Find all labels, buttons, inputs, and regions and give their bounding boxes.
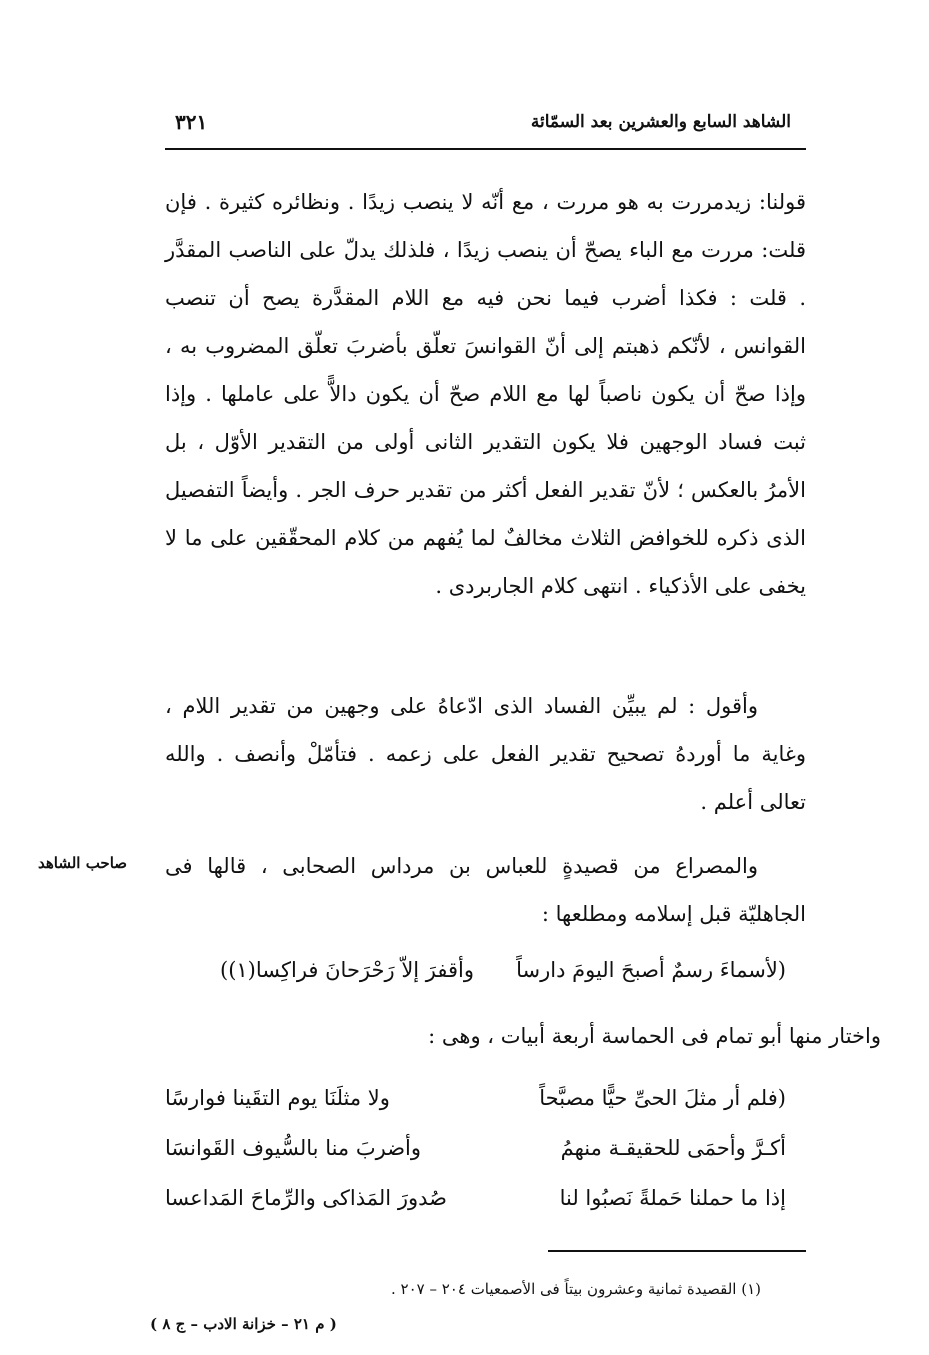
verse-2-right: أكـرَّ وأحمَى للحقيقـة منهمُ	[560, 1136, 786, 1160]
verse-3	[165, 1186, 806, 1226]
verse-3-left: صُدورَ المَذاكى والرِّماحَ المَداعسا	[165, 1186, 447, 1210]
header-rule	[165, 148, 806, 150]
opening-verse-left: وأقفرَ إلاّ رَحْرَحانَ فراكِسا(١))	[220, 958, 475, 982]
page-number: ٣٢١	[175, 110, 208, 134]
opening-verse-right: (لأسماءَ رسمٌ أصبحَ اليومَ دارساً	[516, 958, 786, 982]
verse-2-left: وأضربَ منا بالسُّيوف القَوانسَا	[165, 1136, 422, 1160]
running-title: الشاهد السابع والعشرين بعد السمّائة	[530, 112, 791, 132]
verse-3-right: إذا ما حملنا حَملةً نَصبُوا لنا	[559, 1186, 786, 1210]
signature-mark: ( م ٢١ – خزانة الادب – ج ٨ )	[150, 1315, 337, 1333]
paragraph-3: والمصراع من قصيدةٍ للعباس بن مرداس الصحابى ، قالها فى الجاهليّة قبل إسلامه ومطلعها :	[165, 854, 806, 926]
verse-1-right: (فلم أر مثلَ الحىِّ حيًّا مصبَّحاً	[539, 1086, 786, 1110]
opening-verse	[165, 958, 806, 998]
verse-1-left: ولا مثلَنَا يوم التقَينا فوارسًا	[165, 1086, 390, 1110]
margin-note: صاحب الشاهد	[38, 854, 128, 872]
paragraph-1: قولنا: زيدمررت به هو مررت ، مع أنّه لا ينصب زيدًا . ونظائره كثيرة . فإن قلت: مررت مع الباء يصحّ أن ينصب زيدًا ، فلذلك يدلّ على الناصب المقدَّر . قلت : فكذا أضرب فيما نحن فيه مع اللام المقدَّرة يصح أن تنصب القوانس ، لأنّكم ذهبتم إلى أنّ القوانسَ تعلّق بأضربَ تعلّق المضروب به ، وإذا صحّ أن يكون ناصباً لها مع اللام صحّ أن يكون دالاًّ على عاملها . وإذا ثبت فساد الوجهين فلا يكون التقدير الثانى أولى من التقدير الأوّل ، بل الأمرُ بالعكس ؛ لأنّ تقدير الفعل أكثر من تقدير حرف الجر . وأيضاً التفصيل الذى ذكره للخوافض الثلاث مخالفٌ لما يُفهم من كلام المحقّقين على ما لا يخفى على الأذكياء . انتهى كلام الجاربردى .	[165, 190, 806, 598]
verse-2	[165, 1136, 806, 1176]
verse-1	[165, 1086, 806, 1126]
paragraph-2: وأقول : لم يبيِّن الفساد الذى ادّعاهُ على وجهين من تقدير اللام ، وغاية ما أوردهُ تصحيح تقدير الفعل على زعمه . فتأمّلْ وأنصف . والله تعالى أعلم .	[165, 694, 806, 814]
footnote: (١) القصيدة ثمانية وعشرون بيتاً فى الأصمعيات ٢٠٤ – ٢٠٧ .	[390, 1280, 761, 1298]
footnote-rule	[548, 1250, 806, 1252]
verses-intro: واختار منها أبو تمام فى الحماسة أربعة أبيات ، وهى :	[428, 1024, 881, 1048]
